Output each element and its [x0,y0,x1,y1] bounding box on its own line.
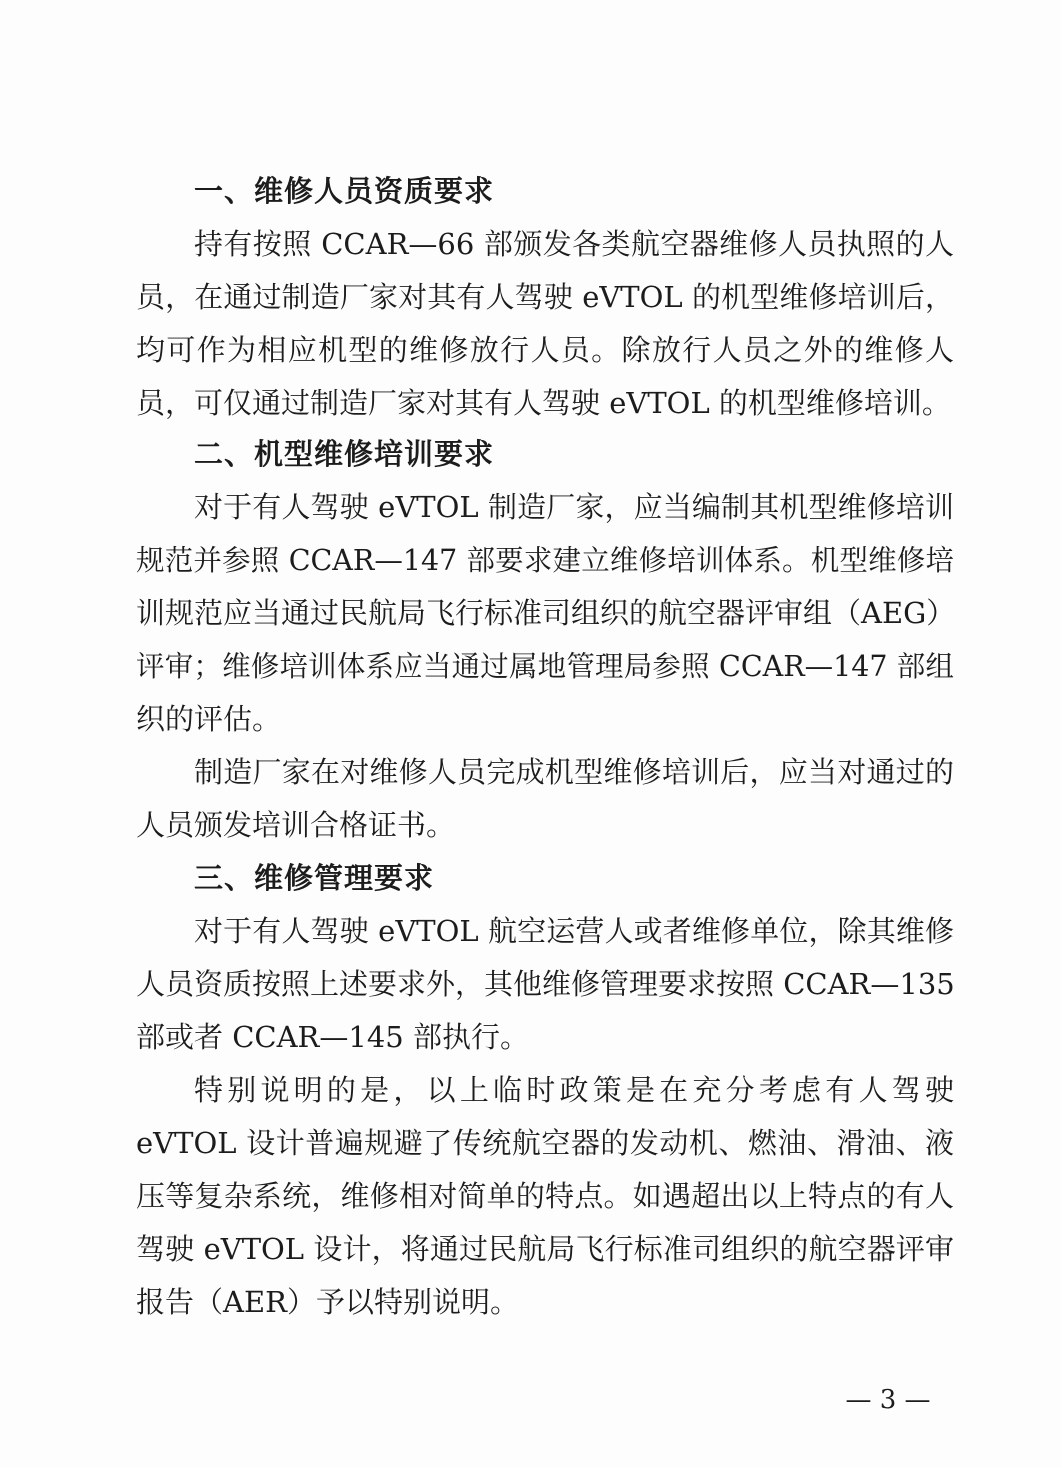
paragraph-line: 员，在通过制造厂家对其有人驾驶 eVTOL 的机型维修培训后， [136,280,954,314]
paragraph-line: 训规范应当通过民航局飞行标准司组织的航空器评审组（AEG） [136,596,956,630]
section-heading-3: 三、维修管理要求 [194,861,435,895]
section-heading-2: 二、机型维修培训要求 [194,437,495,471]
paragraph-line: 织的评估。 [136,702,282,736]
paragraph-line: 员，可仅通过制造厂家对其有人驾驶 eVTOL 的机型维修培训。 [136,386,951,420]
paragraph-line: 特别说明的是，以上临时政策是在充分考虑有人驾驶 [194,1073,954,1107]
paragraph-line: 人员颁发培训合格证书。 [136,808,456,842]
paragraph-line: 评审；维修培训体系应当通过属地管理局参照 CCAR—147 部组 [136,650,954,683]
paragraph-line: 人员资质按照上述要求外，其他维修管理要求按照 CCAR—135 [136,967,955,1001]
paragraph-line: 制造厂家在对维修人员完成机型维修培训后，应当对通过的 [194,755,954,789]
paragraph-line: 报告（AER）予以特别说明。 [136,1285,519,1319]
paragraph-line: 对于有人驾驶 eVTOL 航空运营人或者维修单位，除其维修 [194,914,954,948]
paragraph-line: 持有按照 CCAR—66 部颁发各类航空器维修人员执照的人 [194,227,954,261]
paragraph-line: 压等复杂系统，维修相对简单的特点。如遇超出以上特点的有人 [136,1179,954,1213]
paragraph-line: eVTOL 设计普遍规避了传统航空器的发动机、燃油、滑油、液 [136,1126,954,1160]
section-heading-1: 一、维修人员资质要求 [194,174,495,208]
paragraph-line: 规范并参照 CCAR—147 部要求建立维修培训体系。机型维修培 [136,544,954,577]
paragraph-line: 均可作为相应机型的维修放行人员。除放行人员之外的维修人 [136,333,954,367]
paragraph-line: 驾驶 eVTOL 设计，将通过民航局飞行标准司组织的航空器评审 [136,1232,954,1266]
page-number: — 3 — [845,1385,931,1415]
paragraph-line: 部或者 CCAR—145 部执行。 [136,1020,529,1054]
paragraph-line: 对于有人驾驶 eVTOL 制造厂家，应当编制其机型维修培训 [194,490,954,524]
